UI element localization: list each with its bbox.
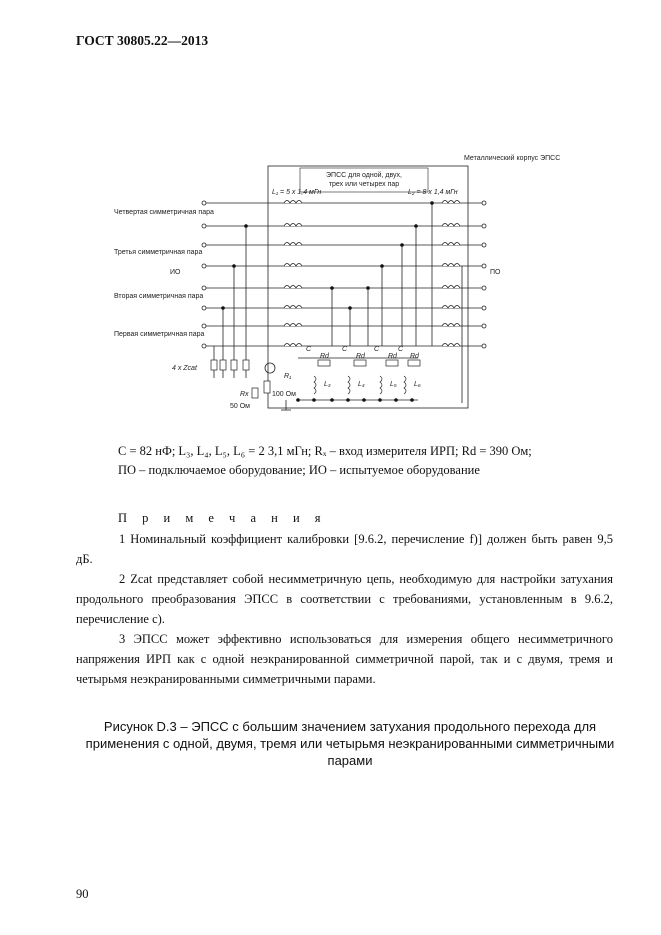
label-c3: C [374,346,380,353]
page-number: 90 [76,887,89,901]
note-3: 3 ЭПСС может эффективно использоваться для измерения общего несимметричного напряжения ИРП как с одной неэкранированной симметричной парой, так и с двумя, тремя и четырьмя неэкранированными симметричными парами. [76,632,613,686]
vertical-connections [214,203,462,403]
label-l3: L₃ [324,381,331,388]
label-l6: L₆ [414,381,421,388]
circuit-diagram [100,148,561,418]
label-pair3: Третья симметричная пара [114,249,203,256]
label-po: ПО [490,269,501,276]
notes-title: П р и м е ч а н и я [118,511,327,525]
box-title-line2: трех или четырех пар [328,181,400,188]
l1-label: L₁ = 5 x 1,4 мГн [272,189,322,196]
label-l4: L₄ [358,381,365,388]
diagram-legend [118,442,618,480]
note-1: 1 Номинальный коэффициент калибровки [9.6.2, перечисление f)] должен быть равен 9,5 дБ. [76,532,613,566]
box-title-line1: ЭПСС для одной, двух, [326,172,402,179]
coils [284,201,460,347]
label-c4: C [398,346,404,353]
label-pair1: Первая симметричная пара [114,331,205,338]
corpus-label: Металлический корпус ЭПСС [464,155,561,162]
rx-terminal [265,363,275,373]
figure-caption: Рисунок D.3 – ЭПСС с большим значением затухания продольного перехода для применения с одной, двумя, тремя или четырьмя неэкранированными симметричными парами [85,719,615,768]
document-header: ГОСТ 30805.22—2013 [76,33,209,48]
label-l5: L₅ [390,381,397,388]
l2-label: L₂ = 8 x 1,4 мГн [408,189,458,196]
label-c2: C [342,346,348,353]
label-rd1: Rd [320,353,329,360]
label-pair2: Вторая симметричная пара [114,293,204,300]
label-c1: C [306,346,312,353]
label-r1: R₁ [284,373,292,380]
label-io: ИО [170,269,181,276]
label-rd4: Rd [410,353,419,360]
label-rx: Rx [240,391,249,398]
label-zcat: 4 x Zcat [172,365,197,372]
label-pair4: Четвертая симметричная пара [114,209,214,216]
label-rd3: Rd [388,353,397,360]
note-2: 2 Zcat представляет собой несимметричную цепь, необходимую для настройки затухания продольного преобразования ЭПСС в соответствии с требованиями, установленным в 9.6.2, перечисление c). [76,572,613,626]
zcat-resistors [211,360,249,370]
legend-line1: C = 82 нФ; L₃, L₄, L₅, L₆ = 2 3,1 мГн; Rₓ – вход измерителя ИРП; Rd = 390 Ом; [118,444,532,458]
legend-line2: ПО – подключаемое оборудование; ИО – испытуемое оборудование [118,463,480,477]
label-r1-value: 100 Ом [272,391,296,398]
label-rx-value: 50 Ом [230,403,250,410]
label-rd2: Rd [356,353,365,360]
